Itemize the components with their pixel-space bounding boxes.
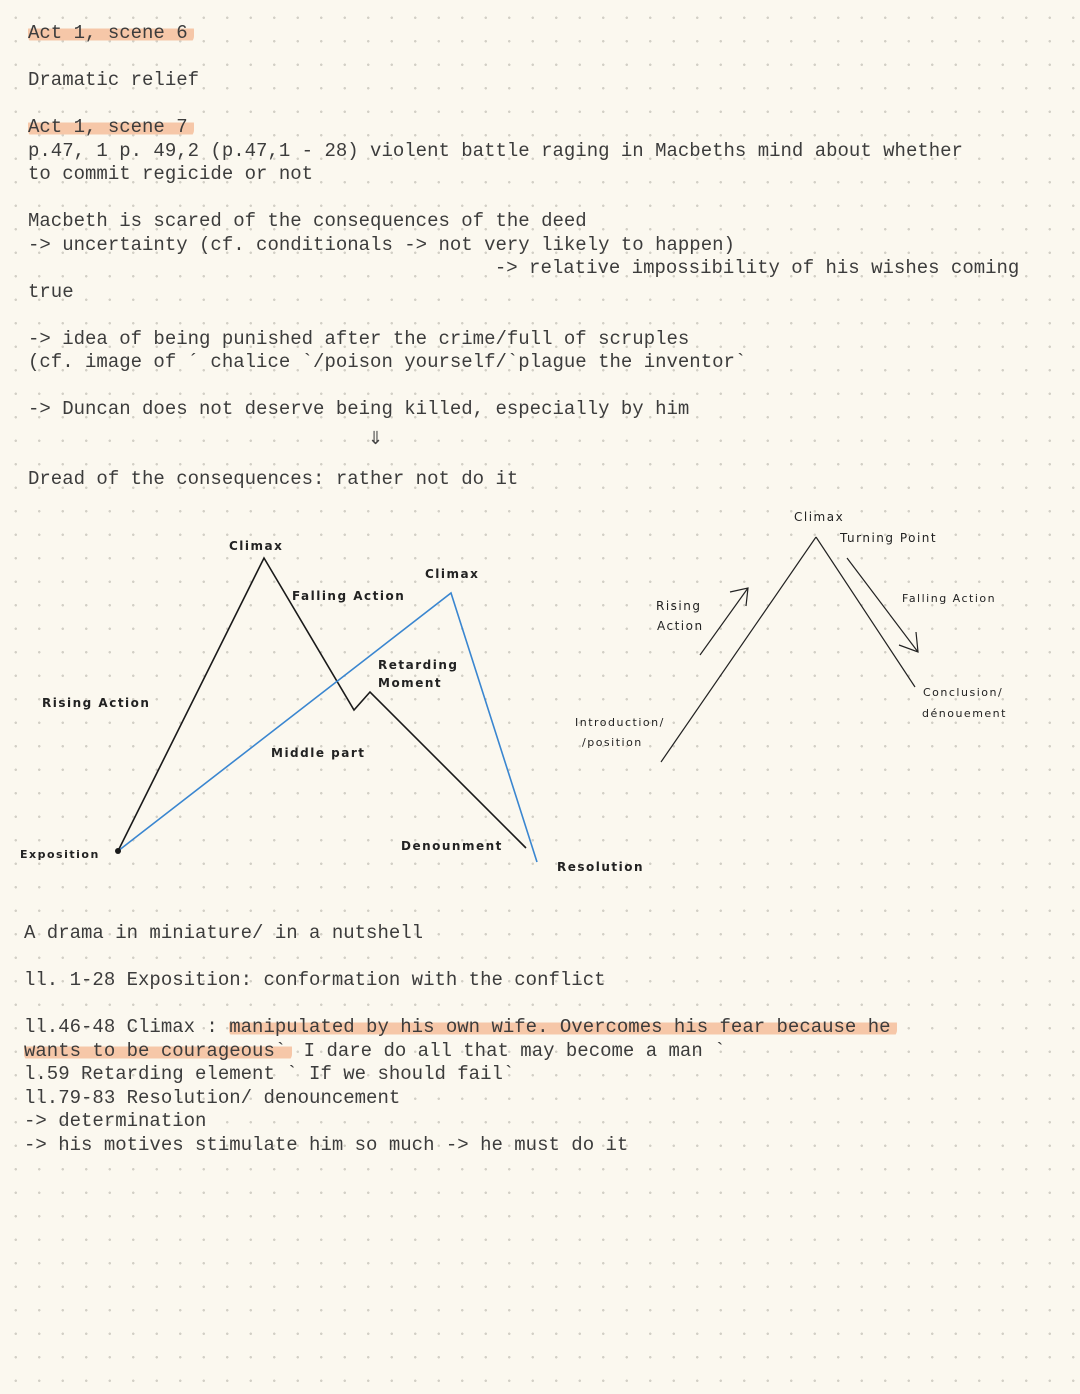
impossibility-line: -> relative impossibility of his wishes coming — [187, 257, 1020, 279]
label-falling-action: Falling Action — [292, 589, 406, 603]
label-climax-2: Climax — [425, 567, 480, 581]
scene6-heading: Act 1, scene 6 — [28, 22, 194, 45]
summary-heading: A drama in miniature/ in a nutshell — [24, 922, 424, 944]
label-retarding-2: Moment — [378, 676, 443, 690]
duncan-line: -> Duncan does not deserve being killed, especially by him — [28, 398, 690, 420]
plot-structure-diagrams — [0, 500, 1080, 900]
scene7-line-2: to commit regicide or not — [28, 163, 314, 185]
label-resolution: Resolution — [557, 860, 645, 874]
down-arrow-icon: ⇓ — [368, 428, 384, 449]
scene7-line-1: p.47, 1 p. 49,2 (p.47,1 - 28) violent battle raging in Macbeths mind about whether — [28, 140, 963, 162]
label-climax-1: Climax — [229, 539, 284, 553]
summary-climax-2: wants to be courageous` I dare do all that may become a man ` — [24, 1040, 726, 1062]
summary-climax-1: ll.46-48 Climax : manipulated by his own wife. Overcomes his fear because he — [24, 1016, 897, 1039]
label-rising-action: Rising Action — [42, 696, 151, 710]
uncertainty-line: -> uncertainty (cf. conditionals -> not very likely to happen) — [28, 234, 735, 256]
label-right-climax: Climax — [794, 510, 845, 524]
rising-arrow-shaft — [700, 588, 748, 655]
summary-determination: -> determination — [24, 1110, 207, 1132]
label-denoument: Denounment — [401, 839, 503, 853]
label-conclusion-1: Conclusion/ — [923, 686, 1004, 699]
rising-arrow-head — [730, 588, 748, 606]
summary-resolution: ll.79-83 Resolution/ denouncement — [24, 1087, 401, 1109]
exposition-point — [115, 848, 121, 854]
chalice-line: (cf. image of ´ chalice `/poison yourself/`plague the inventor` — [28, 351, 747, 373]
true-line: true — [28, 281, 74, 303]
falling-line — [816, 537, 915, 687]
summary-motives: -> his motives stimulate him so much -> he must do it — [24, 1134, 629, 1156]
label-right-rising-1: Rising — [656, 599, 702, 613]
punished-line: -> idea of being punished after the crime/full of scruples — [28, 328, 690, 350]
label-middle-part: Middle part — [271, 746, 366, 760]
label-right-rising-2: Action — [657, 619, 704, 633]
label-intro-2: /position — [582, 736, 643, 749]
label-intro-1: Introduction/ — [575, 716, 665, 729]
summary-retarding: l.59 Retarding element ` If we should fail` — [24, 1063, 515, 1085]
label-exposition: Exposition — [20, 848, 100, 861]
scene6-text: Dramatic relief — [28, 69, 200, 91]
label-right-falling-action: Falling Action — [902, 592, 997, 605]
label-conclusion-2: dénouement — [922, 707, 1007, 720]
dread-line: Dread of the consequences: rather not do it — [28, 468, 519, 490]
blue-plot-line — [118, 593, 537, 862]
scene7-heading: Act 1, scene 7 — [28, 116, 194, 139]
label-turning-point: Turning Point — [840, 531, 938, 545]
scared-line: Macbeth is scared of the consequences of the deed — [28, 210, 587, 232]
label-retarding-1: Retarding — [378, 658, 459, 672]
summary-exposition: ll. 1-28 Exposition: conformation with the conflict — [24, 969, 606, 991]
rising-line — [661, 537, 816, 762]
